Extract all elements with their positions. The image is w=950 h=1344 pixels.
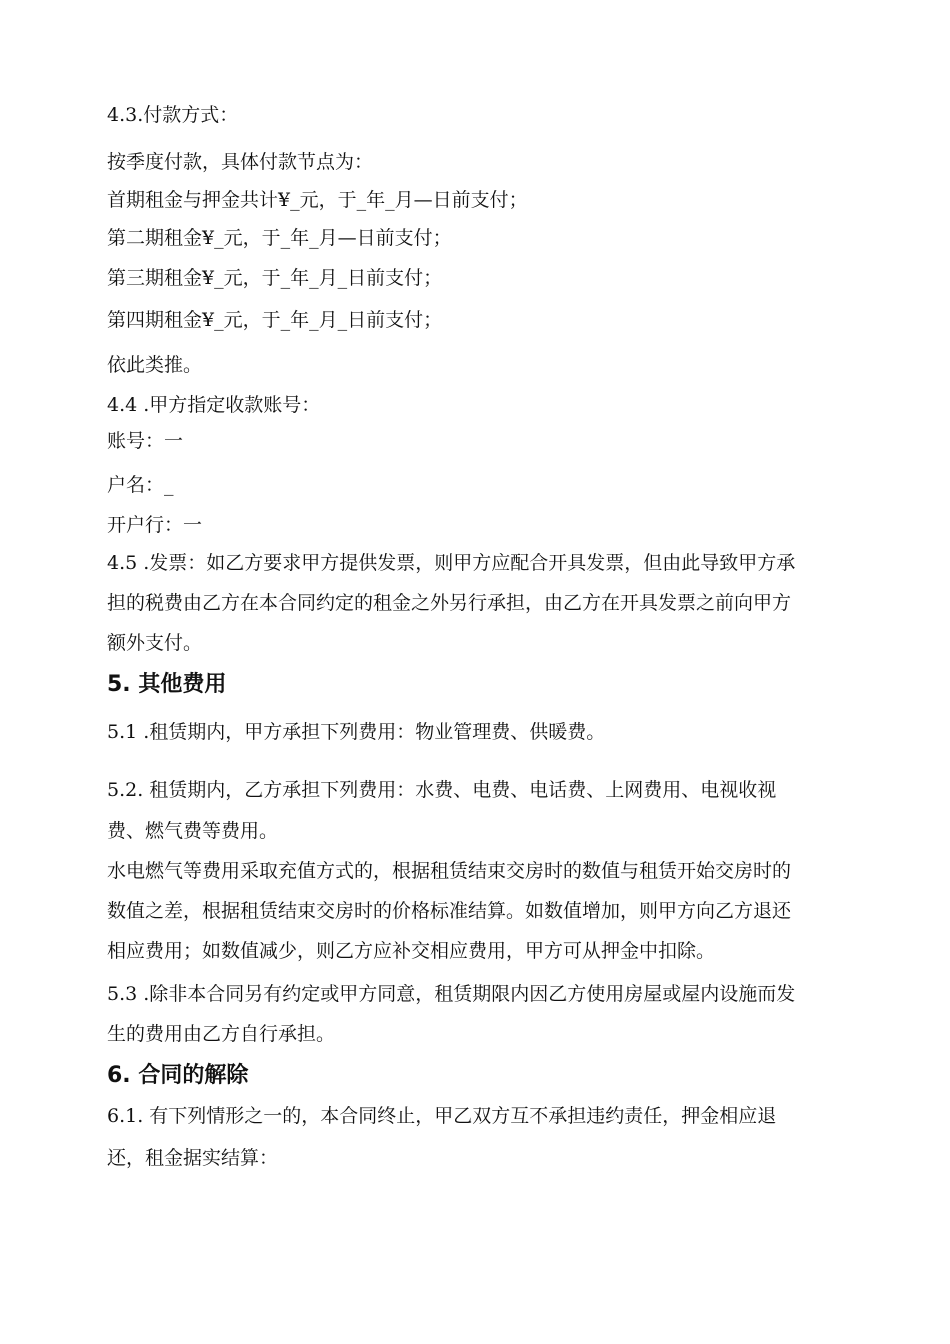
payment-etc: 依此类推。 — [107, 354, 203, 376]
clause-4-4-title: 4.4 .甲方指定收款账号： — [107, 394, 321, 416]
clause-4-5-line-1: 4.5 .发票：如乙方要求甲方提供发票，则甲方应配合开具发票，但由此导致甲方承 — [107, 552, 796, 574]
bank-name: 开户行：一 — [107, 514, 203, 536]
utility-settlement-line-3: 相应费用；如数值减少，则乙方应补交相应费用，甲方可从押金中扣除。 — [107, 940, 716, 962]
payment-installment-3: 第三期租金¥_元，于_年_月_日前支付； — [107, 267, 443, 289]
payment-installment-1: 首期租金与押金共计¥_元，于_年_月—日前支付； — [107, 189, 528, 211]
clause-5-3-line-1: 5.3 .除非本合同另有约定或甲方同意，租赁期限内因乙方使用房屋或屋内设施而发 — [107, 983, 796, 1005]
account-number: 账号：一 — [107, 430, 184, 452]
payment-installment-4: 第四期租金¥_元，于_年_月_日前支付； — [107, 309, 443, 331]
payment-installment-2: 第二期租金¥_元，于_年_月—日前支付； — [107, 227, 452, 249]
clause-5-2-line-2: 费、燃气费等费用。 — [107, 820, 279, 842]
clause-6-1-line-1: 6.1. 有下列情形之一的，本合同终止，甲乙双方互不承担违约责任，押金相应退 — [107, 1105, 777, 1127]
clause-4-5-line-3: 额外支付。 — [107, 632, 203, 654]
clause-6-1-line-2: 还，租金据实结算： — [107, 1147, 279, 1169]
clause-5-1: 5.1 .租赁期内，甲方承担下列费用：物业管理费、供暖费。 — [107, 721, 606, 743]
clause-4-5-line-2: 担的税费由乙方在本合同约定的租金之外另行承担，由乙方在开具发票之前向甲方 — [107, 592, 792, 614]
clause-5-3-line-2: 生的费用由乙方自行承担。 — [107, 1023, 336, 1045]
section-6-heading: 6. 合同的解除 — [107, 1063, 249, 1088]
section-5-heading: 5. 其他费用 — [107, 672, 227, 697]
utility-settlement-line-2: 数值之差，根据租赁结束交房时的价格标准结算。如数值增加，则甲方向乙方退还 — [107, 900, 792, 922]
utility-settlement-line-1: 水电燃气等费用采取充值方式的，根据租赁结束交房时的数值与租赁开始交房时的 — [107, 860, 792, 882]
account-name: 户名：_ — [107, 474, 174, 496]
clause-4-3-title: 4.3.付款方式： — [107, 104, 239, 126]
payment-schedule-intro: 按季度付款，具体付款节点为： — [107, 151, 374, 173]
clause-5-2-line-1: 5.2. 租赁期内，乙方承担下列费用：水费、电费、电话费、上网费用、电视收视 — [107, 779, 777, 801]
